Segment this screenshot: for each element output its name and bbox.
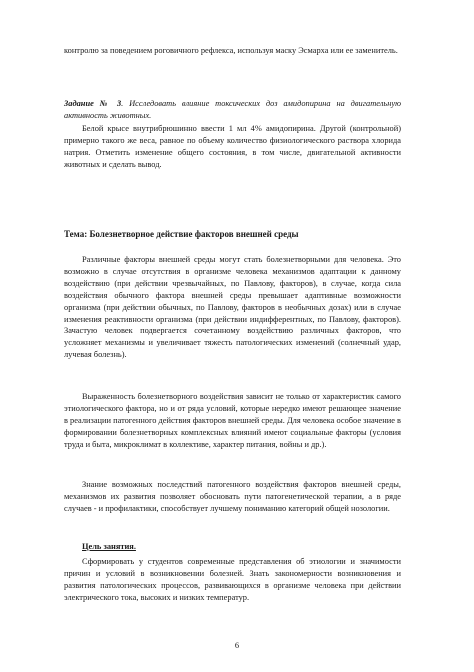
task-title: . Исследовать влияние токсических доз амидопирина на двигательную активность животных. xyxy=(64,99,401,120)
task-3-title xyxy=(64,98,401,122)
page-number: 6 xyxy=(234,641,240,650)
task-3-body: Белой крысе внутрибрюшинно ввести 1 мл 4% амидопирина. Другой (контрольной) примерно такого же веса, равное по объему количество физиологического раствора хлорида натрия. Отметить изменение общего состояния, в том числе, двигательной активности животных и сделать вывод. xyxy=(64,124,401,169)
task-label: Задание № 3 xyxy=(64,99,122,108)
goal-paragraph: Сформировать у студентов современные представления об этиологии и значимости причин и условий в возникновении болезней. Знать закономерности возникновения и развития патологических процессов, развивающихся в организме человека при действии электрического тока, высоких и низких температур. xyxy=(64,557,401,602)
body-paragraph-1: Различные факторы внешней среды могут стать болезнетворными для человека. Это возможно в случае отсутствия в организме человека механизмов адаптации к данному воздействию (при действии чрезвычайных, по Павлову, факторов), в случае, когда сила воздействия обычного фактора внешней среды превышает адаптивные возможности организма (при действии обычных, по Павлову, факторов в необычных дозах) или в случае изменения реактивности организма (при действии индифферентных, по Павлову, факторов). Зачастую человек подвергается сочетанному воздействию различных факторов, что усложняет механизмы и увеличивает тяжесть патологических изменений (солнечный удар, лучевая болезнь). xyxy=(64,255,401,360)
body-paragraph-3: Знание возможных последствий патогенного воздействия факторов внешней среды, механизмов их развития позволяет обосновать пути патогенетической терапии, а в ряде случаев - и профилактики, способствует лучшему пониманию категорий общей нозологии. xyxy=(64,480,401,513)
body-paragraph-2: Выраженность болезнетворного воздействия зависит не только от характеристик самого этиологического фактора, но и от ряда условий, которые нередко имеют решающее значение в реализации патогенного действия факторов внешней среды. Для человека особое значение в формировании болезнетворных комплексных влияний имеют социальные факторы (условия труда и быта, микроклимат в коллективе, характер питания, войны и др.). xyxy=(64,392,401,449)
intro-paragraph: контролю за поведением роговичного рефлекса, используя маску Эсмарха или ее заменитель. xyxy=(64,46,398,55)
goal-heading: Цель занятия. xyxy=(82,542,136,551)
topic-heading: Тема: Болезнетворное действие факторов внешней среды xyxy=(64,229,299,239)
